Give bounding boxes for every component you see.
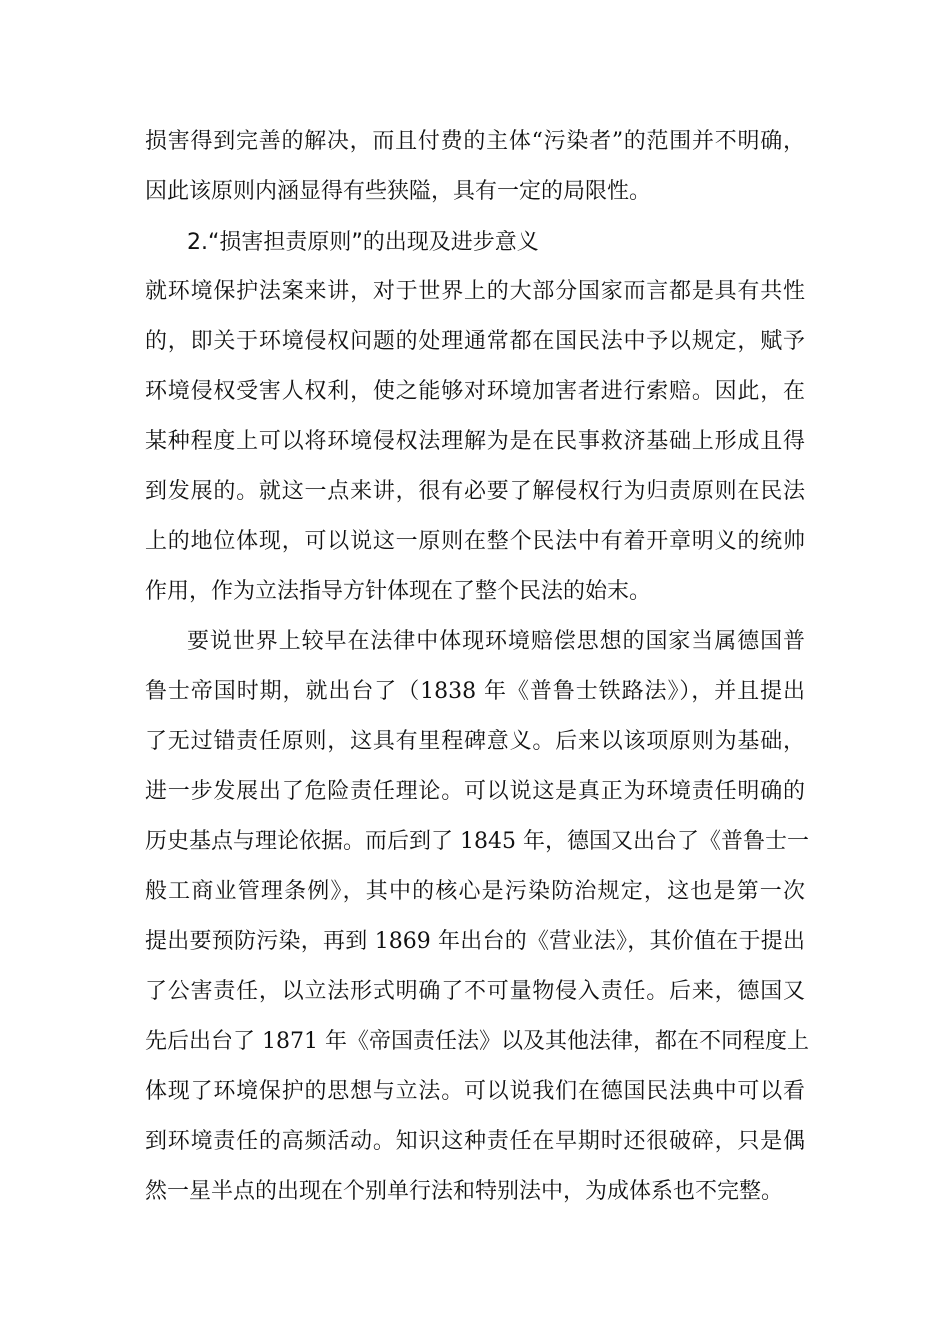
paragraph-line: 因此该原则内涵显得有些狭隘，具有一定的局限性。: [145, 179, 652, 204]
paragraph-line: 上的地位体现，可以说这一原则在整个民法中有着开章明义的统帅: [145, 529, 805, 554]
paragraph-line: 就环境保护法案来讲，对于世界上的大部分国家而言都是具有共性: [145, 279, 805, 304]
paragraph-line: 先后出台了 1871 年《帝国责任法》以及其他法律，都在不同程度上: [145, 1029, 809, 1054]
paragraph-line: 提出要预防污染，再到 1869 年出台的《营业法》，其价值在于提出: [145, 929, 805, 954]
paragraph-line: 损害得到完善的解决，而且付费的主体“污染者”的范围并不明确，: [145, 129, 805, 154]
paragraph-line: 历史基点与理论依据。而后到了 1845 年，德国又出台了《普鲁士一: [145, 829, 809, 854]
paragraph-line: 到发展的。就这一点来讲，很有必要了解侵权行为归责原则在民法: [145, 479, 805, 504]
paragraph-line: 了公害责任，以立法形式明确了不可量物侵入责任。后来，德国又: [145, 979, 805, 1004]
paragraph-line: 鲁士帝国时期，就出台了（1838 年《普鲁士铁路法》），并且提出: [145, 679, 805, 704]
paragraph-line: 进一步发展出了危险责任理论。可以说这是真正为环境责任明确的: [145, 779, 805, 804]
section-heading: 2.“损害担责原则”的出现及进步意义: [187, 230, 539, 255]
paragraph-line: 体现了环境保护的思想与立法。可以说我们在德国民法典中可以看: [145, 1079, 805, 1104]
paragraph-line: 般工商业管理条例》，其中的核心是污染防治规定，这也是第一次: [145, 879, 805, 904]
paragraph-line: 要说世界上较早在法律中体现环境赔偿思想的国家当属德国普: [187, 629, 805, 654]
paragraph-line: 然一星半点的出现在个别单行法和特别法中，为成体系也不完整。: [145, 1179, 784, 1204]
paragraph-line: 某种程度上可以将环境侵权法理解为是在民事救济基础上形成且得: [145, 429, 805, 454]
paragraph-line: 的，即关于环境侵权问题的处理通常都在国民法中予以规定，赋予: [145, 329, 805, 354]
paragraph-line: 到环境责任的高频活动。知识这种责任在早期时还很破碎，只是偶: [145, 1129, 805, 1154]
paragraph-line: 作用，作为立法指导方针体现在了整个民法的始末。: [145, 579, 652, 604]
paragraph-line: 了无过错责任原则，这具有里程碑意义。后来以该项原则为基础，: [145, 729, 805, 754]
paragraph-line: 环境侵权受害人权利，使之能够对环境加害者进行索赔。因此，在: [145, 379, 805, 404]
